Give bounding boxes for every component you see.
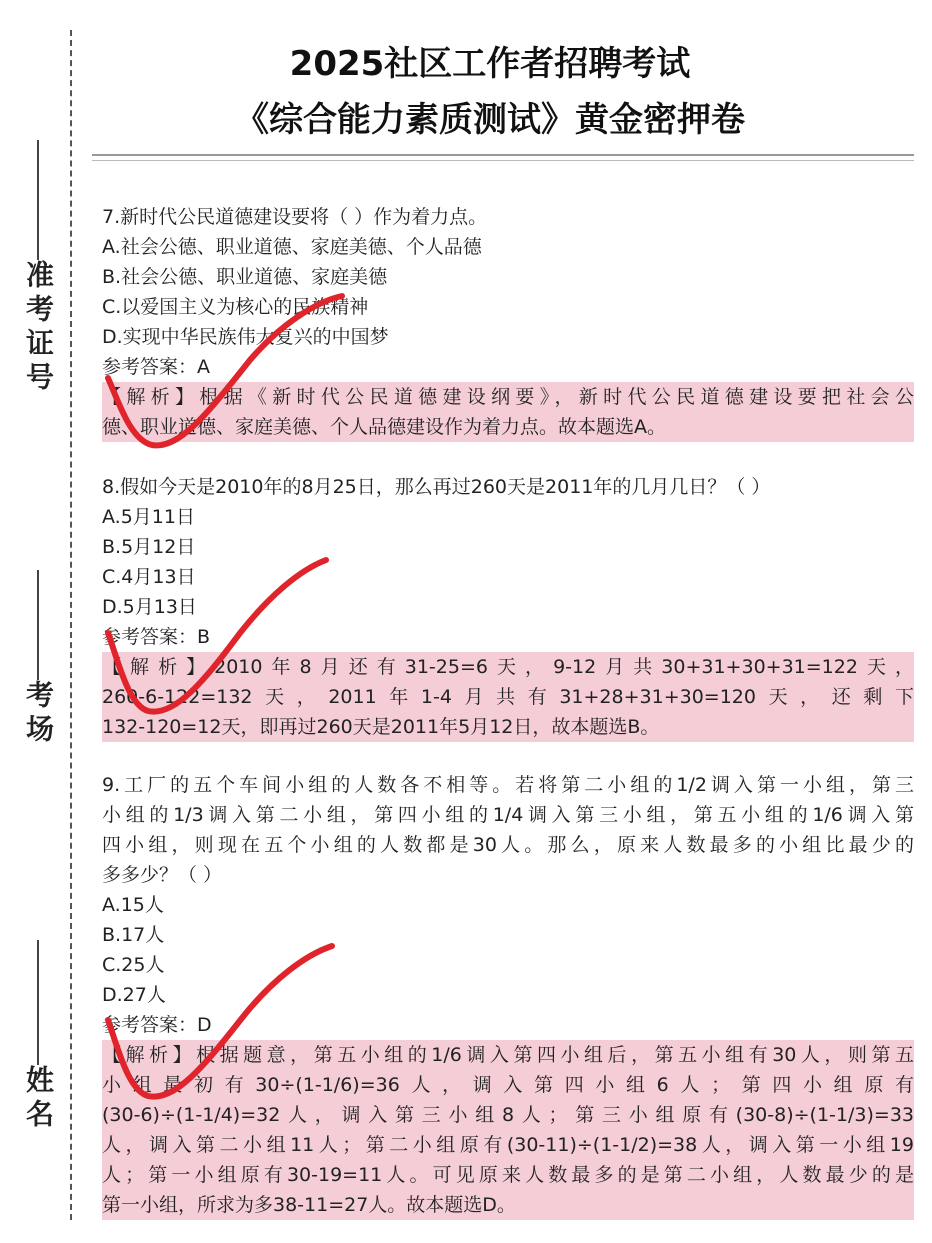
option-b: B.社会公德、职业道德、家庭美德 bbox=[102, 266, 388, 288]
question-stem: 7.新时代公民道德建设要将（ ）作为着力点。 bbox=[102, 206, 488, 228]
option-a: A.15人 bbox=[102, 894, 164, 916]
analysis-line: 第一小组，所求为多38-11=27人。故本题选D。 bbox=[102, 1194, 516, 1216]
exam-number-field bbox=[18, 140, 58, 396]
exam-number-underline bbox=[37, 140, 39, 260]
reference-answer: 参考答案：A bbox=[102, 356, 210, 378]
option-d: D.实现中华民族伟大复兴的中国梦 bbox=[102, 326, 389, 348]
analysis-line: 260-6-122=132天，2011年1-4月共有31+28+31+30=120天，还剩下 bbox=[102, 686, 914, 708]
analysis-line: 小组最初有30÷(1-1/6)=36人，调入第四小组6人；第四小组原有 bbox=[102, 1074, 914, 1096]
title-divider-bottom bbox=[92, 160, 914, 161]
option-b: B.5月12日 bbox=[102, 536, 196, 558]
question-stem: 多多少？（ ） bbox=[102, 864, 223, 886]
name-underline bbox=[37, 940, 39, 1065]
exam-number-label: 准考证号 bbox=[22, 260, 55, 396]
exam-room-field bbox=[18, 570, 58, 748]
analysis-line: 【解析】根据题意，第五小组的1/6调入第四小组后，第五小组有30人，则第五 bbox=[102, 1044, 914, 1066]
analysis-line: 人；第一小组原有30-19=11人。可见原来人数最多的是第二小组，人数最少的是 bbox=[102, 1164, 914, 1186]
name-label: 姓名 bbox=[22, 1065, 55, 1133]
option-a: A.5月11日 bbox=[102, 506, 195, 528]
option-d: D.27人 bbox=[102, 984, 166, 1006]
option-c: C.25人 bbox=[102, 954, 165, 976]
reference-answer: 参考答案：D bbox=[102, 1014, 212, 1036]
analysis-line: 132-120=12天，即再过260天是2011年5月12日，故本题选B。 bbox=[102, 716, 660, 738]
question-stem: 小组的1/3调入第二小组，第四小组的1/4调入第三小组，第五小组的1/6调入第 bbox=[102, 804, 914, 826]
option-c: C.4月13日 bbox=[102, 566, 196, 588]
question-stem: 9.工厂的五个车间小组的人数各不相等。若将第二小组的1/2调入第一小组，第三 bbox=[102, 774, 914, 796]
analysis-line: 德、职业道德、家庭美德、个人品德建设作为着力点。故本题选A。 bbox=[102, 416, 666, 438]
name-field bbox=[18, 940, 58, 1133]
question-stem: 8.假如今天是2010年的8月25日，那么再过260天是2011年的几月几日？（ ） bbox=[102, 476, 771, 498]
page-subtitle: 《综合能力素质测试》黄金密押卷 bbox=[235, 100, 745, 140]
analysis-line: 【解析】根据《新时代公民道德建设纲要》，新时代公民道德建设要把社会公 bbox=[102, 386, 914, 408]
check-mark-icon bbox=[90, 555, 340, 725]
title-divider-top bbox=[92, 154, 914, 156]
check-mark-icon bbox=[90, 290, 350, 460]
check-mark-icon bbox=[90, 940, 345, 1110]
analysis-line: (30-6)÷(1-1/4)=32人，调入第三小组8人；第三小组原有(30-8)÷(1-1/3)=33 bbox=[102, 1104, 914, 1126]
reference-answer: 参考答案：B bbox=[102, 626, 211, 648]
analysis-line: 【解析】2010年8月还有31-25=6天，9-12月共30+31+30+31=122天， bbox=[102, 656, 914, 678]
binding-dashed-line bbox=[70, 30, 72, 1220]
option-c: C.以爱国主义为核心的民族精神 bbox=[102, 296, 369, 318]
exam-room-label: 考场 bbox=[22, 680, 55, 748]
page-title: 2025社区工作者招聘考试 bbox=[289, 44, 691, 84]
analysis-line: 人，调入第二小组11人；第二小组原有(30-11)÷(1-1/2)=38人，调入第一小组19 bbox=[102, 1134, 914, 1156]
question-stem: 四小组，则现在五个小组的人数都是30人。那么，原来人数最多的小组比最少的 bbox=[102, 834, 914, 856]
option-d: D.5月13日 bbox=[102, 596, 197, 618]
exam-room-underline bbox=[37, 570, 39, 680]
option-b: B.17人 bbox=[102, 924, 165, 946]
option-a: A.社会公德、职业道德、家庭美德、个人品德 bbox=[102, 236, 482, 258]
